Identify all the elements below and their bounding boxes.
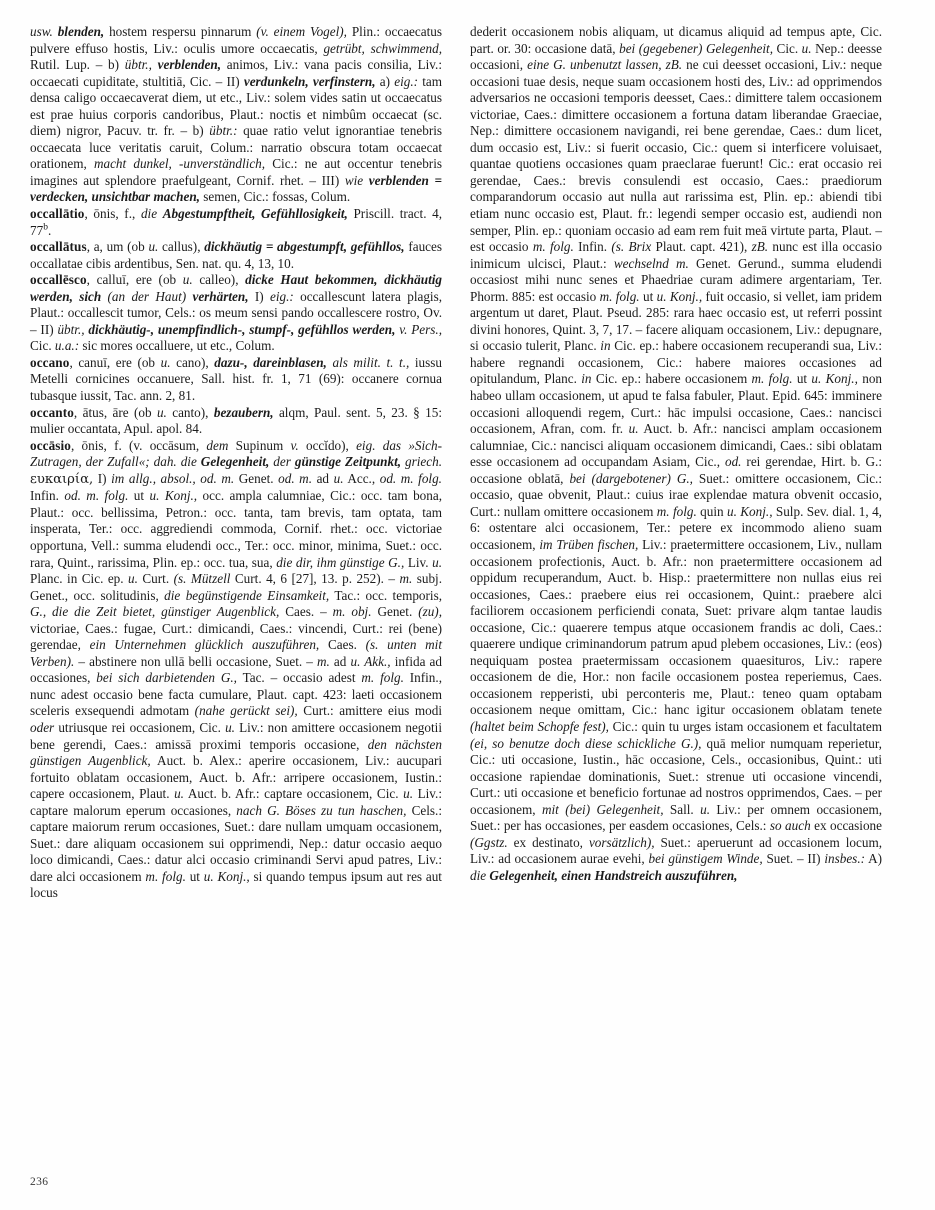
dictionary-entry: occanto, ātus, āre (ob u. canto), bezaubern, alqm, Paul. sent. 5, 23. § 15: mulier occantata, Apul. apol. 84. [30,404,442,437]
dictionary-entry-continuation: dederit occasionem nobis aliquam, ut dicamus aliquid ad tempus apte, Cic. part. or. 30: occasione datā, bei (gegebener) Gelegenheit, Cic. u. Nep.: deesse occasioni, eine G. unbenutzt lassen, zB. ne cui deesset occasioni, Liv.: neque occasioni tuae desis, neque suam occasionem hosti des, Liv.: ad opprimendos adversarios ne occasioni temporis deesset, Caes.: dimittere talem occasionem victoriae, Caes.: dimittere occasionem a fortuna datam liberandae Graeciae, Nep.: dimittere occasionem navigandi, rei bene gerendae, Caes.: dum licet, dum occasio est, Liv.: si fuerit occasio, Cic.: quem si interficere voluisaet, quantae quotiens occasiones quam praeclarae fuerunt! Cic.: erat occasio rei gerendae, Caes.: brevis consulendi est occasio, Caes.: praediorum comparandorum occasio aut nulla aut rarissima est, Plin. ep.: abiendi tibi etiam nunc occasio est, Plaut. fr.: legendi semper occasio est, audiendi non semper, Plin. ep.: quoniam occasio ad eam rem fuit meā virtute parta, Plaut. – est occasio m. folg. Infin. (s. Brix Plaut. capt. 421), zB. nunc est illa occasio inimicum ulcisci, Plaut.: wechselnd m. Genet. Gerund., summa eludendi occasiost mihi nunc senes et Phaedriae curam adimere argentariam, Ter. Phorm. 885: est occasio m. folg. ut u. Konj., fuit occasio, si vellet, iam pridem argentum ut daret, Plaut. Pseud. 285: rara haec occasio est, ut referri possint divini honores, Quint. 3, 7, 17. – facere aliquam occasionem, Liv.: depugnare, si occasio tulerit, Planc. in Cic. ep.: habere occasionem recuperandi sua, Liv.: habere regnandi occasionem, Cic.: habere maiores occasiones ad opitulandum, Planc. in Cic. ep.: habere occasionem m. folg. ut u. Konj., non habeo ullam occasionem, ut apud te falsa fabuler, Plaut. Epid. 645: imminere occasioni alloquendi regem, Curt.: hāc impulsi occasione, Caes.: nancisci occasionem, Afran, com. fr. u. Auct. b. Afr.: nancisci amplam occasionem calumniae, Cic.: nancisci aliquam occasionem dimicandi, Caes.: sibi oblatam esse occasionem ad occupandam Asiam, Cic., od. rei gerendae, Hirt. b. G.: occasione oblatā, bei (dargebotener) G., Suet.: omittere occasionem, Cic.: occasio, quae obvenit, Plaut.: cuius irae explendae matura obvenit occasio, Curt.: nullam omittere occasionem m. folg. quin u. Konj., Sulp. Sev. dial. 1, 4, 6: ostentare alci occasionem, Ter.: petere ex incommodo alieno suam occasionem, im Trüben fischen, Liv.: praetermittere occasionem, Liv., nullam occasionem profectionis, Auct. b. Afr.: non praetermittere occasionem ad oppidum recuperandum, Auct. b. Hisp.: praetermittere non nullas eius rei occasiones, Caes.: praebere eius rei occasionem, Quint.: praebere alci faciliorem occasionem perficiendi conata, Suet: privare alqm tantae laudis occasione, Cic.: quaerere tempus atque occasionem frandis ac doli, Caes.: quaerere undique criminandorum patrum apud plebem occasiones, Liv.: (eos) nequiquam postea praetermissam occasionem quaesituros, Liv.: rapere occasionem de die, Hor.: non facile occasionem postea reperiemus, Caes. occasionem repperisti, ubi perconteris me, Plaut.: teneo quam optabam occasionem neque omittam, Cic.: hanc igitur occasionem oblatam tenete (haltet beim Schopfe fest), Cic.: quin tu urges istam occasionem et facultatem (ei, so benutze doch diese schickliche G.), quā melior numquam reperietur, Cic.: uti occasione, Iustin., hāc occasione, Cels., occasionibus, Quint.: uti occasione rapiendae dominationis, Suet.: strenue uti occasione vincendi, Curt.: uti occasione et beneficio fortunae ad nostros opprimendos, Caes. – per occasionem, mit (bei) Gelegenheit, Sall. u. Liv.: per omnem occasionem, Suet.: per has occasiones, per easdem occasiones, Cels.: so auch ex occasione (Ggstz. ex destinato, vorsätzlich), Suet.: aperuerunt ad occasionem locum, Liv.: ad occasionem aurae evehi, bei günstigem Winde, Suet. – II) insbes.: A) die Gelegenheit, einen Handstreich auszuführen, [470,24,883,883]
dictionary-entry: occallātio, ōnis, f., die Abgestumpftheit, Gefühllosigkeit, Priscill. tract. 4, 77$^b$. [30,206,443,238]
dictionary-entry: occano, canuī, ere (ob u. cano), dazu-, dareinblasen, als milit. t. t., iussu Metelli cornicines occanuere, Sall. hist. fr. 1, 71 (69): occanere cornua tubasque iussit, Tac. ann. 2, 81. [30,354,442,404]
left-text-column [30,24,442,902]
page-number: 236 [30,1176,49,1188]
dictionary-entry: occāsio, ōnis, f. (v. occāsum, dem Supinum v. occĭdo), eig. das »Sich-Zutragen, der Zufall«; dah. die Gelegenheit, der günstige Zeitpunkt, griech. ευκαιρία, I) im allg., absol., od. m. Genet. od. m. ad u. Acc., od. m. folg. Infin. od. m. folg. ut u. Konj., occ. ampla calumniae, Cic.: occ. tam bona, Plaut.: occ. bellissima, Petron.: occ. tanta, tam brevis, tam optata, tam insperata, Ter.: occ. aggrediendi commoda, Cornif. rhet.: occ. victoriae opportuna, Vell.: summa eludendi occ., Ter.: occ. minor, minima, Suet.: occ. rara, Quint., rarissima, Plin. ep.: occ. tua, sua, die dir, ihm günstige G., Liv. u. Planc. in Cic. ep. u. Curt. (s. Mützell Curt. 4, 6 [27], 13. p. 252). – m. subj. Genet., occ. solitudinis, die begünstigende Einsamkeit, Tac.: occ. temporis, G., die die Zeit bietet, günstiger Augenblick, Caes. – m. obj. Genet. (zu), victoriae, Caes.: fugae, Curt.: dimicandi, Caes.: vincendi, Curt.: rei (bene) gerendae, ein Unternehmen glücklich auszuführen, Caes. (s. unten mit Verben). – abstinere non ullā belli occasione, Suet. – m. ad u. Akk., infida ad occasiones, bei sich darbietenden G., Tac. – occasio adest m. folg. Infin., nunc adest occasio bene facta cumulare, Plaut. capt. 423: laeti occasionem sceleris exsequendi admotam (nahe gerückt sei), Curt.: amittere eius modi oder utriusque rei occasionem, Cic. u. Liv.: non amittere occasionem negotii bene gerendi, Caes.: amissā proximi temporis occasione, den nächsten günstigen Augenblick, Auct. b. Alex.: aperire occasionem, Liv.: aucupari fortuito oblatam occasionem, Auct. b. Afr.: arripere occasionem, Iustin.: capere occasionem, Plaut. u. Auct. b. Afr.: captare occasionem, Cic. u. Liv.: captare malorum eperum occasiones, nach G. Böses zu tun haschen, Cels.: captare maiorum rerum occasiones, Suet.: dare nullam umquam occasionem, Suet.: dare aliquam occasionem sui opprimendi, Nep.: datur occasio aequo loco dimicandi, Caes.: datur alci occasio criminandi Servi apud patres, Liv.: dare alci occasionem m. folg. ut u. Konj., si quando tempus ipsum aut res aut locus [30,437,443,901]
dictionary-entry: occallātus, a, um (ob u. callus), dickhäutig = abgestumpft, gefühllos, fauces occallatae cibis ardentibus, Sen. nat. qu. 4, 13, 10. [30,239,443,271]
dictionary-entry-continuation: usw. blenden, hostem respersu pinnarum (v. einem Vogel), Plin.: occaecatus pulvere effuso hostis, Liv.: oculis umore occaecatis, getrübt, schwimmend, Rutil. Lup. – b) übtr., verblenden, animos, Liv.: vana pacis consilia, Liv.: occaecati cupiditate, stultitiā, Cic. – II) verdunkeln, verfinstern, a) eig.: tam densa caligo occaecaverat diem, ut etc., Liv.: solem vides satin ut occaecatus est prae huius corporis candoribus, Plaut.: noctis et nimbûm occaecat (sc. diem) nigror, Pacuv. tr. fr. – b) übtr.: quae ratio velut ignorantiae tenebris occaecata luce veritatis caruit, Colum.: narratio obscura totam occaecat orationem, macht dunkel, -unverständlich, Cic.: ne aut occentur tenebris imagines aut splendore praefulgeant, Cornif. rhet. – III) wie verblenden = verdecken, unsichtbar machen, semen, Cic.: fossas, Colum. [30,24,443,205]
two-column-text-body [30,24,901,1144]
right-text-column [470,24,882,884]
dictionary-entry: occallēsco, calluī, ere (ob u. calleo), dicke Haut bekommen, dickhäutig werden, sich (an der Haut) verhärten, I) eig.: occallescunt latera plagis, Plaut.: occallescit tumor, Cels.: os meum sensi pando occallescere rostro, Ov. – II) übtr., dickhäutig-, unempfindlich-, stumpf-, gefühllos werden, v. Pers., Cic. u.a.: sic mores occalluere, ut etc., Colum. [30,272,443,354]
